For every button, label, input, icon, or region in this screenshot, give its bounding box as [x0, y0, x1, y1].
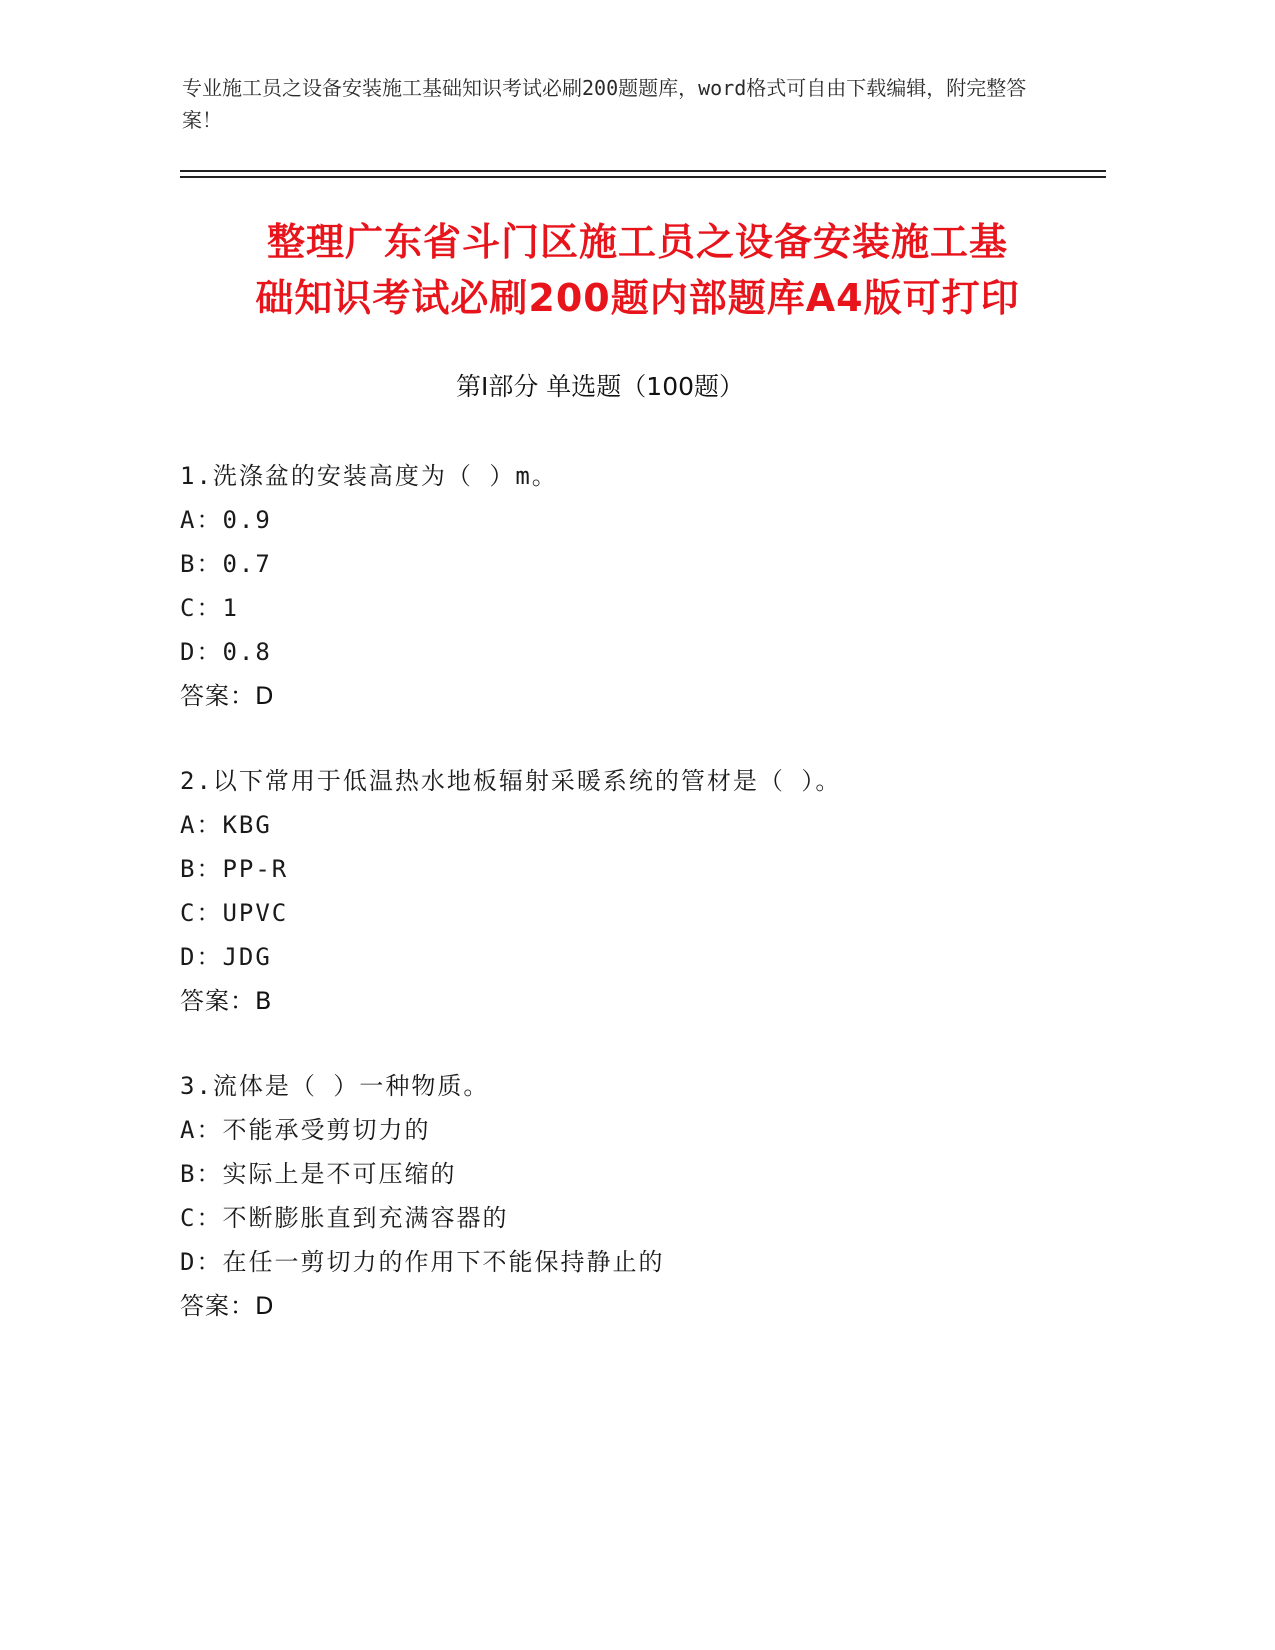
question-stem: 1.洗涤盆的安装高度为（ ）m。	[180, 462, 558, 490]
option-d: D：JDG	[180, 943, 272, 971]
question-1	[180, 454, 1120, 718]
question-stem: 2.以下常用于低温热水地板辐射采暖系统的管材是（ ）。	[180, 767, 842, 795]
option-c: C：不断膨胀直到充满容器的	[180, 1204, 509, 1232]
question-3	[180, 1064, 1120, 1328]
option-b: B：PP-R	[180, 855, 289, 883]
option-a: A：0.9	[180, 506, 272, 534]
document-title	[150, 214, 1125, 326]
option-c: C：1	[180, 594, 239, 622]
answer: 答案：D	[180, 1292, 275, 1320]
option-d: D：在任一剪切力的作用下不能保持静止的	[180, 1248, 665, 1276]
document-title-line-1: 整理广东省斗门区施工员之设备安装施工基	[266, 220, 1008, 264]
option-b: B：0.7	[180, 550, 272, 578]
question-2	[180, 759, 1120, 1023]
header-divider-bottom	[180, 176, 1106, 178]
option-a: A：不能承受剪切力的	[180, 1116, 431, 1144]
answer: 答案：B	[180, 987, 273, 1015]
option-b: B：实际上是不可压缩的	[180, 1160, 457, 1188]
document-title-line-2: 础知识考试必刷200题内部题库A4版可打印	[255, 276, 1020, 320]
option-a: A：KBG	[180, 811, 272, 839]
option-c: C：UPVC	[180, 899, 289, 927]
header-divider-top	[180, 170, 1106, 172]
answer: 答案：D	[180, 682, 275, 710]
option-d: D：0.8	[180, 638, 272, 666]
header-note: 专业施工员之设备安装施工基础知识考试必刷200题题库，word格式可自由下载编辑，附完整答案！	[182, 76, 1027, 132]
question-stem: 3.流体是（ ）一种物质。	[180, 1072, 490, 1100]
section-title: 第Ⅰ部分 单选题（100题）	[455, 372, 745, 401]
